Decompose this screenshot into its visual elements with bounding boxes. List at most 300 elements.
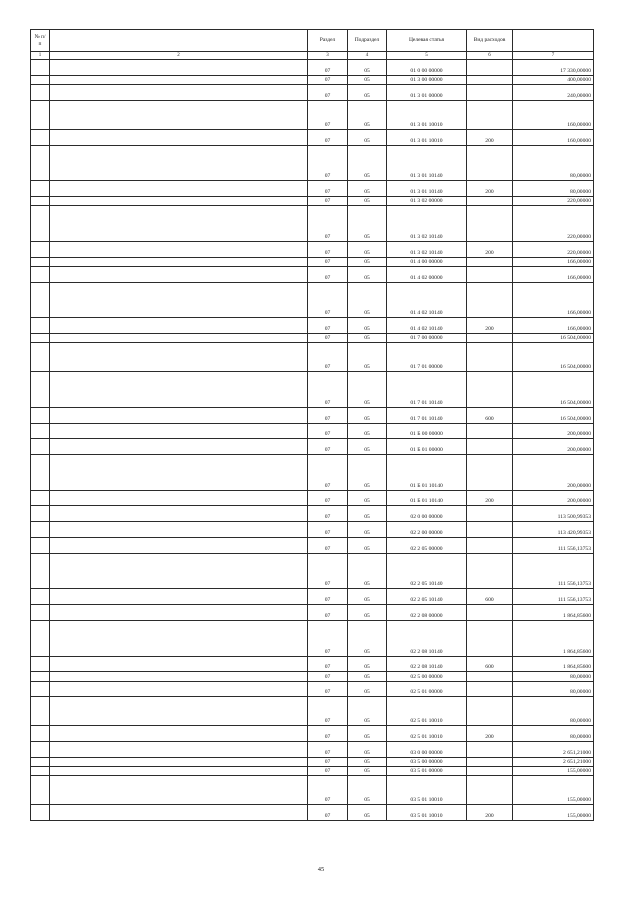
cell-number bbox=[31, 372, 50, 408]
table-row bbox=[31, 726, 594, 742]
cell-number bbox=[31, 490, 50, 506]
cell-section: 07 bbox=[308, 490, 348, 506]
cell-expense-type bbox=[467, 84, 513, 100]
cell-amount: 220,00000 bbox=[513, 206, 594, 242]
cell-section: 07 bbox=[308, 100, 348, 129]
cell-amount: 80,00000 bbox=[513, 145, 594, 181]
cell-number bbox=[31, 621, 50, 657]
cell-section: 07 bbox=[308, 145, 348, 181]
cell-description bbox=[50, 553, 308, 589]
column-index-row bbox=[31, 52, 594, 60]
cell-section: 07 bbox=[308, 372, 348, 408]
cell-target-article: 01 4 02 00000 bbox=[387, 266, 467, 282]
cell-description bbox=[50, 605, 308, 621]
cell-target-article: 01 3 01 10010 bbox=[387, 129, 467, 145]
cell-target-article: 02 5 01 00000 bbox=[387, 681, 467, 697]
table-row bbox=[31, 423, 594, 439]
cell-expense-type bbox=[467, 605, 513, 621]
cell-subsection: 05 bbox=[348, 129, 387, 145]
cell-subsection: 05 bbox=[348, 266, 387, 282]
cell-amount: 80,00000 bbox=[513, 726, 594, 742]
cell-amount: 2 651,21000 bbox=[513, 758, 594, 767]
cell-expense-type bbox=[467, 423, 513, 439]
cell-section: 07 bbox=[308, 423, 348, 439]
cell-section: 07 bbox=[308, 742, 348, 758]
cell-expense-type bbox=[467, 343, 513, 372]
cell-amount: 220,00000 bbox=[513, 241, 594, 257]
table-row bbox=[31, 681, 594, 697]
cell-amount: 160,00000 bbox=[513, 100, 594, 129]
cell-expense-type: 600 bbox=[467, 589, 513, 605]
cell-subsection: 05 bbox=[348, 407, 387, 423]
cell-description bbox=[50, 282, 308, 318]
cell-target-article: 01 Б 01 00000 bbox=[387, 439, 467, 455]
cell-description bbox=[50, 423, 308, 439]
cell-expense-type bbox=[467, 538, 513, 554]
cell-subsection: 05 bbox=[348, 75, 387, 84]
table-row bbox=[31, 538, 594, 554]
cell-number bbox=[31, 181, 50, 197]
cell-section: 07 bbox=[308, 621, 348, 657]
cell-description bbox=[50, 621, 308, 657]
cell-description bbox=[50, 84, 308, 100]
table-row bbox=[31, 84, 594, 100]
cell-amount: 240,00000 bbox=[513, 84, 594, 100]
cell-amount: 160,00000 bbox=[513, 129, 594, 145]
cell-number bbox=[31, 805, 50, 821]
cell-target-article: 01 7 01 10140 bbox=[387, 407, 467, 423]
cell-section: 07 bbox=[308, 672, 348, 681]
cell-section: 07 bbox=[308, 206, 348, 242]
cell-expense-type bbox=[467, 372, 513, 408]
table-row bbox=[31, 206, 594, 242]
cell-subsection: 05 bbox=[348, 206, 387, 242]
cell-expense-type bbox=[467, 506, 513, 522]
cell-description bbox=[50, 129, 308, 145]
cell-target-article: 01 7 01 00000 bbox=[387, 343, 467, 372]
cell-expense-type: 200 bbox=[467, 726, 513, 742]
cell-description bbox=[50, 742, 308, 758]
header-expense-type: Вид расходов bbox=[467, 30, 513, 52]
cell-amount: 16 504,00000 bbox=[513, 343, 594, 372]
cell-target-article: 02 5 00 00000 bbox=[387, 672, 467, 681]
cell-section: 07 bbox=[308, 60, 348, 76]
table-row bbox=[31, 455, 594, 491]
cell-description bbox=[50, 672, 308, 681]
header-subsection: Подраздел bbox=[348, 30, 387, 52]
cell-description bbox=[50, 343, 308, 372]
cell-subsection: 05 bbox=[348, 100, 387, 129]
cell-expense-type bbox=[467, 60, 513, 76]
cell-amount: 17 330,00000 bbox=[513, 60, 594, 76]
cell-subsection: 05 bbox=[348, 605, 387, 621]
cell-target-article: 01 4 02 10140 bbox=[387, 318, 467, 334]
cell-subsection: 05 bbox=[348, 805, 387, 821]
cell-expense-type bbox=[467, 621, 513, 657]
cell-description bbox=[50, 75, 308, 84]
cell-amount: 200,00000 bbox=[513, 455, 594, 491]
cell-amount: 155,00000 bbox=[513, 805, 594, 821]
cell-expense-type bbox=[467, 145, 513, 181]
cell-amount: 166,00000 bbox=[513, 257, 594, 266]
cell-target-article: 01 3 01 10010 bbox=[387, 100, 467, 129]
cell-subsection: 05 bbox=[348, 282, 387, 318]
table-row bbox=[31, 490, 594, 506]
cell-number bbox=[31, 758, 50, 767]
cell-subsection: 05 bbox=[348, 538, 387, 554]
cell-section: 07 bbox=[308, 196, 348, 205]
cell-section: 07 bbox=[308, 455, 348, 491]
cell-expense-type bbox=[467, 266, 513, 282]
cell-amount: 80,00000 bbox=[513, 181, 594, 197]
cell-number bbox=[31, 196, 50, 205]
cell-target-article: 03 5 01 10010 bbox=[387, 776, 467, 805]
table-row bbox=[31, 60, 594, 76]
cell-expense-type bbox=[467, 758, 513, 767]
cell-section: 07 bbox=[308, 656, 348, 672]
cell-description bbox=[50, 407, 308, 423]
header-number: № п/п bbox=[31, 30, 50, 52]
cell-target-article: 01 3 02 10140 bbox=[387, 206, 467, 242]
cell-section: 07 bbox=[308, 439, 348, 455]
cell-expense-type bbox=[467, 697, 513, 726]
cell-subsection: 05 bbox=[348, 726, 387, 742]
cell-description bbox=[50, 206, 308, 242]
cell-number bbox=[31, 241, 50, 257]
cell-target-article: 02 2 08 10140 bbox=[387, 621, 467, 657]
cell-number bbox=[31, 266, 50, 282]
cell-target-article: 01 Б 01 10140 bbox=[387, 455, 467, 491]
cell-section: 07 bbox=[308, 522, 348, 538]
cell-description bbox=[50, 145, 308, 181]
cell-number bbox=[31, 656, 50, 672]
table-row bbox=[31, 605, 594, 621]
cell-description bbox=[50, 726, 308, 742]
cell-section: 07 bbox=[308, 681, 348, 697]
budget-table-sheet bbox=[30, 29, 594, 821]
cell-expense-type: 200 bbox=[467, 129, 513, 145]
budget-table bbox=[30, 29, 594, 821]
cell-section: 07 bbox=[308, 343, 348, 372]
cell-description bbox=[50, 776, 308, 805]
cell-subsection: 05 bbox=[348, 490, 387, 506]
cell-target-article: 02 0 00 00000 bbox=[387, 506, 467, 522]
cell-amount: 16 504,00000 bbox=[513, 372, 594, 408]
cell-number bbox=[31, 343, 50, 372]
cell-amount: 111 556,13753 bbox=[513, 538, 594, 554]
cell-expense-type: 200 bbox=[467, 490, 513, 506]
cell-expense-type bbox=[467, 455, 513, 491]
cell-subsection: 05 bbox=[348, 672, 387, 681]
cell-amount: 2 651,21000 bbox=[513, 742, 594, 758]
cell-number bbox=[31, 282, 50, 318]
cell-amount: 113 420,99353 bbox=[513, 522, 594, 538]
header-section: Раздел bbox=[308, 30, 348, 52]
table-header-row bbox=[31, 30, 594, 52]
cell-subsection: 05 bbox=[348, 621, 387, 657]
cell-amount: 1 864,85600 bbox=[513, 621, 594, 657]
cell-expense-type bbox=[467, 522, 513, 538]
column-index: 5 bbox=[387, 52, 467, 60]
cell-expense-type bbox=[467, 681, 513, 697]
cell-description bbox=[50, 656, 308, 672]
cell-expense-type bbox=[467, 439, 513, 455]
cell-number bbox=[31, 726, 50, 742]
cell-number bbox=[31, 742, 50, 758]
cell-target-article: 01 3 02 00000 bbox=[387, 196, 467, 205]
cell-description bbox=[50, 455, 308, 491]
cell-target-article: 01 3 02 10140 bbox=[387, 241, 467, 257]
cell-subsection: 05 bbox=[348, 196, 387, 205]
cell-expense-type bbox=[467, 333, 513, 342]
cell-subsection: 05 bbox=[348, 343, 387, 372]
cell-target-article: 02 2 08 10140 bbox=[387, 656, 467, 672]
cell-subsection: 05 bbox=[348, 372, 387, 408]
table-row bbox=[31, 776, 594, 805]
table-row bbox=[31, 196, 594, 205]
cell-number bbox=[31, 407, 50, 423]
table-row bbox=[31, 656, 594, 672]
cell-target-article: 01 Б 01 10140 bbox=[387, 490, 467, 506]
cell-amount: 166,00000 bbox=[513, 266, 594, 282]
page-number: 45 bbox=[317, 866, 325, 873]
table-row bbox=[31, 522, 594, 538]
cell-number bbox=[31, 697, 50, 726]
cell-target-article: 01 3 01 10140 bbox=[387, 181, 467, 197]
cell-target-article: 03 5 01 10010 bbox=[387, 805, 467, 821]
cell-subsection: 05 bbox=[348, 742, 387, 758]
cell-expense-type bbox=[467, 75, 513, 84]
cell-target-article: 01 4 02 10140 bbox=[387, 282, 467, 318]
cell-subsection: 05 bbox=[348, 60, 387, 76]
cell-expense-type bbox=[467, 100, 513, 129]
cell-section: 07 bbox=[308, 333, 348, 342]
cell-amount: 155,00000 bbox=[513, 776, 594, 805]
cell-section: 07 bbox=[308, 589, 348, 605]
cell-subsection: 05 bbox=[348, 333, 387, 342]
cell-expense-type bbox=[467, 206, 513, 242]
cell-number bbox=[31, 767, 50, 776]
cell-section: 07 bbox=[308, 241, 348, 257]
table-row bbox=[31, 805, 594, 821]
cell-number bbox=[31, 318, 50, 334]
cell-target-article: 03 5 01 00000 bbox=[387, 767, 467, 776]
cell-description bbox=[50, 181, 308, 197]
cell-description bbox=[50, 257, 308, 266]
cell-subsection: 05 bbox=[348, 455, 387, 491]
cell-number bbox=[31, 84, 50, 100]
cell-number bbox=[31, 75, 50, 84]
cell-section: 07 bbox=[308, 538, 348, 554]
cell-subsection: 05 bbox=[348, 181, 387, 197]
cell-number bbox=[31, 206, 50, 242]
table-row bbox=[31, 407, 594, 423]
cell-section: 07 bbox=[308, 75, 348, 84]
cell-target-article: 01 0 00 00000 bbox=[387, 60, 467, 76]
table-row bbox=[31, 282, 594, 318]
cell-number bbox=[31, 522, 50, 538]
cell-target-article: 01 Б 00 00000 bbox=[387, 423, 467, 439]
column-index: 2 bbox=[50, 52, 308, 60]
cell-expense-type: 200 bbox=[467, 241, 513, 257]
table-row bbox=[31, 129, 594, 145]
cell-section: 07 bbox=[308, 726, 348, 742]
cell-description bbox=[50, 196, 308, 205]
cell-subsection: 05 bbox=[348, 506, 387, 522]
cell-amount: 80,00000 bbox=[513, 681, 594, 697]
cell-section: 07 bbox=[308, 84, 348, 100]
header-description bbox=[50, 30, 308, 52]
cell-subsection: 05 bbox=[348, 257, 387, 266]
cell-subsection: 05 bbox=[348, 84, 387, 100]
table-row bbox=[31, 506, 594, 522]
table-row bbox=[31, 241, 594, 257]
cell-expense-type bbox=[467, 776, 513, 805]
cell-target-article: 02 2 05 10140 bbox=[387, 553, 467, 589]
cell-expense-type bbox=[467, 742, 513, 758]
cell-section: 07 bbox=[308, 181, 348, 197]
cell-section: 07 bbox=[308, 318, 348, 334]
cell-amount: 400,00000 bbox=[513, 75, 594, 84]
cell-description bbox=[50, 697, 308, 726]
cell-expense-type bbox=[467, 553, 513, 589]
cell-amount: 166,00000 bbox=[513, 282, 594, 318]
cell-subsection: 05 bbox=[348, 522, 387, 538]
cell-section: 07 bbox=[308, 605, 348, 621]
cell-expense-type bbox=[467, 767, 513, 776]
cell-number bbox=[31, 506, 50, 522]
column-index: 7 bbox=[513, 52, 594, 60]
table-row bbox=[31, 742, 594, 758]
cell-amount: 1 864,85600 bbox=[513, 605, 594, 621]
cell-description bbox=[50, 241, 308, 257]
cell-subsection: 05 bbox=[348, 553, 387, 589]
cell-number bbox=[31, 553, 50, 589]
cell-description bbox=[50, 589, 308, 605]
cell-subsection: 05 bbox=[348, 439, 387, 455]
cell-description bbox=[50, 372, 308, 408]
cell-subsection: 05 bbox=[348, 145, 387, 181]
cell-amount: 111 556,13753 bbox=[513, 553, 594, 589]
cell-section: 07 bbox=[308, 553, 348, 589]
table-row bbox=[31, 75, 594, 84]
table-row bbox=[31, 257, 594, 266]
table-row bbox=[31, 589, 594, 605]
cell-description bbox=[50, 538, 308, 554]
cell-expense-type bbox=[467, 282, 513, 318]
cell-section: 07 bbox=[308, 758, 348, 767]
cell-subsection: 05 bbox=[348, 767, 387, 776]
cell-amount: 200,00000 bbox=[513, 423, 594, 439]
cell-target-article: 01 7 01 10140 bbox=[387, 372, 467, 408]
cell-amount: 166,00000 bbox=[513, 318, 594, 334]
cell-expense-type bbox=[467, 196, 513, 205]
cell-description bbox=[50, 681, 308, 697]
cell-expense-type bbox=[467, 257, 513, 266]
cell-expense-type bbox=[467, 672, 513, 681]
table-row bbox=[31, 697, 594, 726]
cell-target-article: 01 3 01 00000 bbox=[387, 84, 467, 100]
cell-subsection: 05 bbox=[348, 656, 387, 672]
cell-amount: 155,00000 bbox=[513, 767, 594, 776]
cell-amount: 16 504,00000 bbox=[513, 407, 594, 423]
table-row bbox=[31, 621, 594, 657]
cell-amount: 16 504,00000 bbox=[513, 333, 594, 342]
cell-target-article: 03 5 00 00000 bbox=[387, 758, 467, 767]
cell-expense-type: 200 bbox=[467, 181, 513, 197]
cell-subsection: 05 bbox=[348, 758, 387, 767]
table-row bbox=[31, 767, 594, 776]
cell-description bbox=[50, 758, 308, 767]
cell-description bbox=[50, 318, 308, 334]
cell-expense-type: 600 bbox=[467, 656, 513, 672]
cell-number bbox=[31, 333, 50, 342]
column-index: 4 bbox=[348, 52, 387, 60]
header-amount bbox=[513, 30, 594, 52]
column-index: 3 bbox=[308, 52, 348, 60]
cell-target-article: 01 7 00 00000 bbox=[387, 333, 467, 342]
cell-section: 07 bbox=[308, 129, 348, 145]
table-row bbox=[31, 181, 594, 197]
cell-target-article: 01 3 01 10140 bbox=[387, 145, 467, 181]
cell-section: 07 bbox=[308, 266, 348, 282]
table-row bbox=[31, 758, 594, 767]
cell-target-article: 03 0 00 00000 bbox=[387, 742, 467, 758]
cell-amount: 80,00000 bbox=[513, 697, 594, 726]
cell-amount: 80,00000 bbox=[513, 672, 594, 681]
cell-description bbox=[50, 439, 308, 455]
table-row bbox=[31, 318, 594, 334]
table-row bbox=[31, 553, 594, 589]
cell-section: 07 bbox=[308, 407, 348, 423]
cell-number bbox=[31, 129, 50, 145]
cell-description bbox=[50, 333, 308, 342]
cell-description bbox=[50, 60, 308, 76]
cell-description bbox=[50, 805, 308, 821]
cell-target-article: 02 2 08 00000 bbox=[387, 605, 467, 621]
cell-target-article: 02 5 01 10010 bbox=[387, 726, 467, 742]
cell-number bbox=[31, 439, 50, 455]
cell-section: 07 bbox=[308, 506, 348, 522]
cell-section: 07 bbox=[308, 776, 348, 805]
cell-expense-type: 200 bbox=[467, 805, 513, 821]
cell-description bbox=[50, 767, 308, 776]
column-index: 1 bbox=[31, 52, 50, 60]
column-index: 6 bbox=[467, 52, 513, 60]
cell-section: 07 bbox=[308, 697, 348, 726]
cell-target-article: 02 2 05 10140 bbox=[387, 589, 467, 605]
cell-target-article: 02 2 05 00000 bbox=[387, 538, 467, 554]
cell-target-article: 01 3 00 00000 bbox=[387, 75, 467, 84]
cell-number bbox=[31, 257, 50, 266]
cell-amount: 1 864,85600 bbox=[513, 656, 594, 672]
cell-description bbox=[50, 506, 308, 522]
cell-target-article: 02 5 01 10010 bbox=[387, 697, 467, 726]
cell-number bbox=[31, 538, 50, 554]
table-row bbox=[31, 372, 594, 408]
cell-target-article: 02 2 00 00000 bbox=[387, 522, 467, 538]
cell-subsection: 05 bbox=[348, 776, 387, 805]
cell-amount: 111 556,13753 bbox=[513, 589, 594, 605]
cell-number bbox=[31, 100, 50, 129]
cell-subsection: 05 bbox=[348, 589, 387, 605]
cell-number bbox=[31, 589, 50, 605]
cell-amount: 200,00000 bbox=[513, 490, 594, 506]
cell-number bbox=[31, 423, 50, 439]
cell-section: 07 bbox=[308, 767, 348, 776]
cell-expense-type: 200 bbox=[467, 318, 513, 334]
table-row bbox=[31, 100, 594, 129]
